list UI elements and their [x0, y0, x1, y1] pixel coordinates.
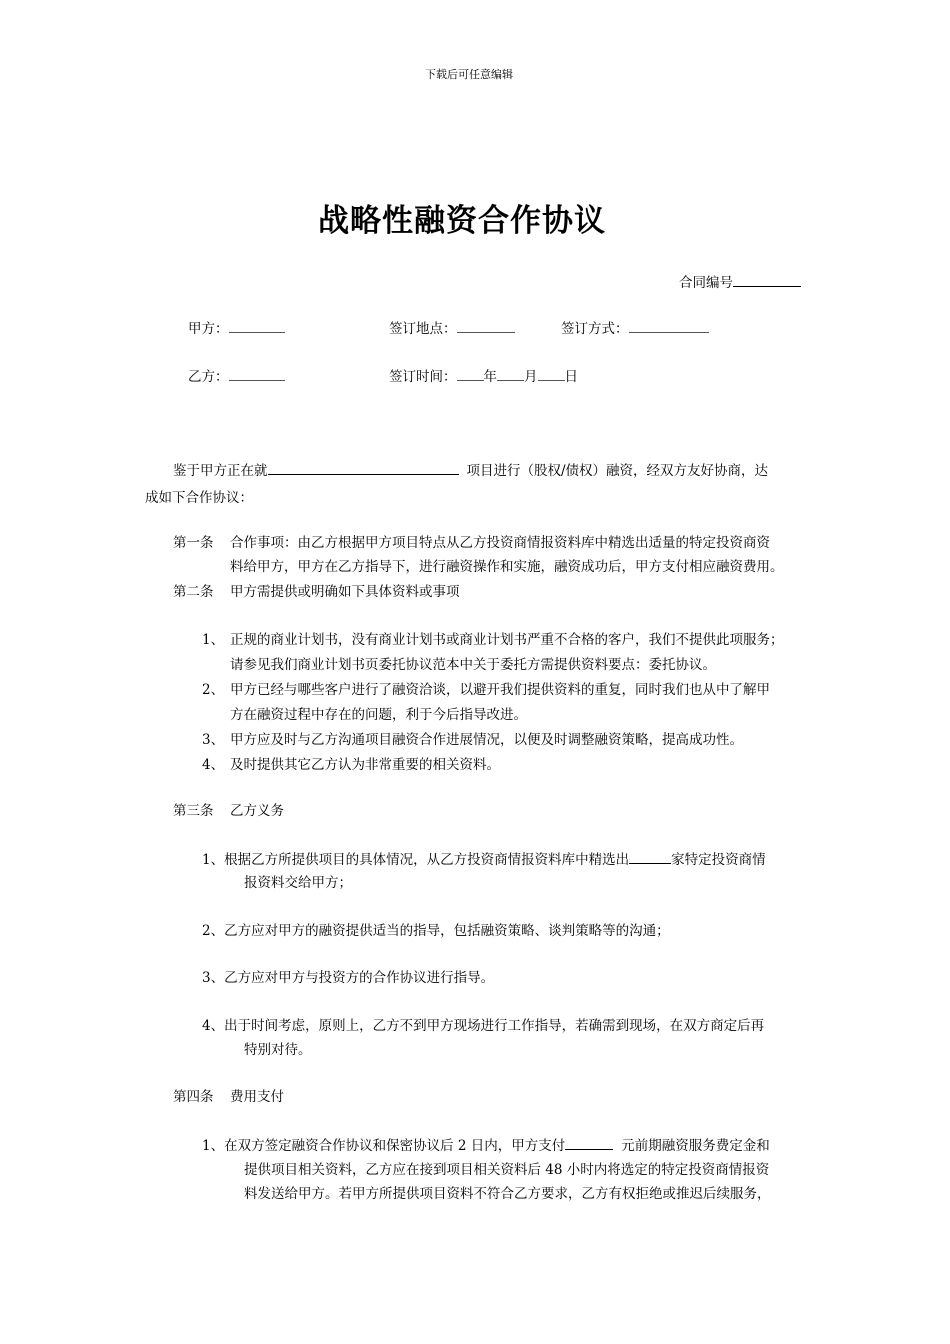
article-4-item-1-line-3: 料发送给甲方。若甲方所提供项目资料不符合乙方要求，乙方有权拒绝或推迟后续服务，: [244, 1186, 771, 1202]
day-blank: [538, 367, 565, 381]
article-4-item-1-part-2: 元前期融资服务费定金和: [621, 1138, 770, 1154]
party-b-label: 乙方：: [188, 369, 229, 385]
contract-number-label: 合同编号: [679, 275, 733, 291]
article-2-item-1-line-1: 正规的商业计划书，没有商业计划书或商业计划书严重不合格的客户，我们不提供此项服务；: [230, 632, 784, 648]
party-b: [188, 367, 285, 386]
party-a-blank: [229, 319, 285, 333]
article-2-item-2-line-1: 甲方已经与哪些客户进行了融资洽谈，以避开我们提供资料的重复，同时我们也从中了解甲: [230, 682, 770, 698]
article-2-item-1-num: 1、: [202, 632, 225, 648]
article-4-label: 第四条: [173, 1089, 214, 1105]
sign-place-label: 签订地点：: [389, 321, 457, 337]
sign-method: [561, 319, 709, 338]
article-2-item-2-num: 2、: [202, 682, 225, 698]
article-2-item-4-line-1: 及时提供其它乙方认为非常重要的相关资料。: [230, 757, 500, 773]
article-2-item-3-line-1: 甲方应及时与乙方沟通项目融资合作进展情况，以便及时调整融资策略，提高成功性。: [230, 732, 743, 748]
contract-number-blank: [733, 273, 801, 287]
day-label: 日: [564, 369, 578, 385]
deposit-amount-blank: [565, 1136, 613, 1150]
header-note: 下载后可任意编辑: [425, 68, 513, 81]
article-3-item-1-line-2: 报资料交给甲方；: [244, 875, 352, 891]
sign-method-blank: [629, 319, 709, 333]
article-2-item-1-line-2: 请参见我们商业计划书页委托协议范本中关于委托方需提供资料要点：委托协议。: [230, 657, 716, 673]
preamble-part-2: 项目进行（股权/债权）融资，经双方友好协商，达: [466, 463, 769, 479]
sign-time-label: 签订时间：: [389, 369, 457, 385]
contract-number: [679, 273, 801, 292]
article-3-item-1-part-2: 家特定投资商情: [671, 852, 766, 868]
article-3-item-4-line-2: 特别对待。: [244, 1042, 312, 1058]
month-label: 月: [524, 369, 538, 385]
month-blank: [497, 367, 524, 381]
preamble-part-1: 鉴于甲方正在就: [173, 463, 268, 479]
party-a-label: 甲方：: [188, 321, 229, 337]
article-4-item-1-line-2: 提供项目相关资料，乙方应在接到项目相关资料后 48 小时内将选定的特定投资商情报资: [244, 1162, 770, 1178]
year-blank: [457, 367, 484, 381]
article-2-label: 第二条: [173, 584, 214, 600]
article-3-item-3: 3、乙方应对甲方与投资方的合作协议进行指导。: [202, 970, 495, 986]
article-2-item-4-num: 4、: [202, 757, 225, 773]
article-2-item-3-num: 3、: [202, 732, 225, 748]
article-1-line-2: 料给甲方，甲方在乙方指导下，进行融资操作和实施，融资成功后，甲方支付相应融资费用。: [230, 559, 784, 575]
party-a: [188, 319, 285, 338]
article-3-item-1-part-1: 1、根据乙方所提供项目的具体情况，从乙方投资商情报资料库中精选出: [202, 852, 630, 868]
preamble-line-2: 成如下合作协议：: [145, 490, 253, 506]
article-3-item-4-line-1: 4、出于时间考虑，原则上，乙方不到甲方现场进行工作指导，若确需到现场，在双方商定后再: [202, 1018, 765, 1034]
article-4-item-1-part-1: 1、在双方签定融资合作协议和保密协议后 2 日内，甲方支付: [202, 1138, 566, 1154]
sign-method-label: 签订方式：: [561, 321, 629, 337]
article-3-label: 第三条: [173, 803, 214, 819]
preamble-line-1: [173, 461, 768, 480]
article-4-item-1-line-1: [202, 1136, 770, 1155]
article-2-item-2-line-2: 方在融资过程中存在的问题，利于今后指导改进。: [230, 707, 527, 723]
project-blank: [268, 461, 459, 475]
article-4-heading: 费用支付: [230, 1089, 284, 1105]
sign-place: [389, 319, 515, 338]
article-1-line-1: 合作事项：由乙方根据甲方项目特点从乙方投资商情报资料库中精选出适量的特定投资商资: [230, 535, 770, 551]
document-title: 战略性融资合作协议: [318, 203, 606, 239]
year-label: 年: [483, 369, 497, 385]
article-3-heading: 乙方义务: [230, 803, 284, 819]
investor-count-blank: [629, 850, 671, 864]
article-3-item-1-line-1: [202, 850, 766, 869]
sign-time: [389, 367, 578, 386]
sign-place-blank: [457, 319, 515, 333]
party-b-blank: [229, 367, 285, 381]
article-3-item-2: 2、乙方应对甲方的融资提供适当的指导，包括融资策略、谈判策略等的沟通；: [202, 923, 670, 939]
article-1-label: 第一条: [173, 535, 214, 551]
article-2-heading: 甲方需提供或明确如下具体资料或事项: [230, 584, 460, 600]
